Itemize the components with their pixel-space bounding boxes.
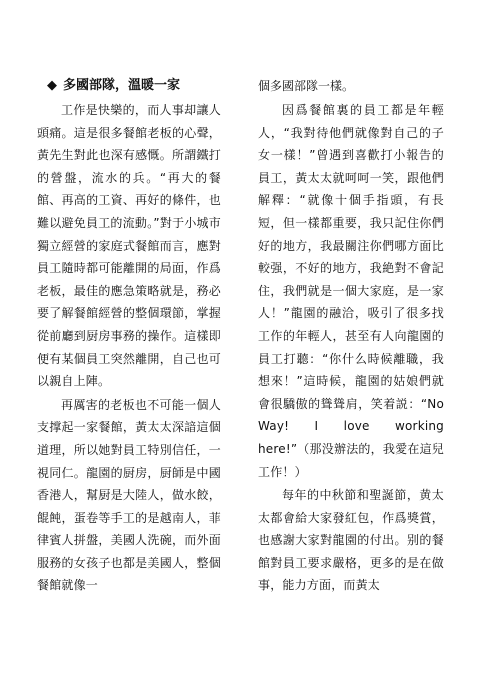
section-heading <box>37 73 221 99</box>
paragraph: 工作是快樂的，而人事却讓人頭痛。這是很多餐館老板的心聲，黃先生對此也深有感慨。所謂鐵打的營盤，流水的兵。“再大的餐館、再高的工資、再好的條件，也難以避免員工的流動。”對于小城市獨立經營的家庭式餐館而言，應對員工隨時都可能離開的局面，作爲老板，最佳的應急策略就是，務必要了解餐館經營的整個環節，掌握從前廳到厨房事務的操作。這樣即便有某個員工突然離開，自己也可以親自上陣。 <box>37 103 221 389</box>
diamond-bullet-icon: ◆ <box>47 78 57 93</box>
paragraph: 因爲餐館裏的員工都是年輕人，“我對待他們就像對自己的子女一樣！”曾遇到喜歡打小報告的員工，黃太太就呵呵一笑，跟他們解釋：“就像十個手指頭，有長短，但一樣都重要，我只記住你們好的地方，我最關注你們哪方面比較强，不好的地方，我絶對不會記住，我們就是一個大家庭，是一家人！”龍園的融洽，吸引了很多找工作的年輕人，甚至有人向龍園的員工打聽：“你什么時候離職，我想來！”這時候，龍園的姑娘們就會很驕傲的聳聳肩，笑着説：“No Way! I love working here!”（那没辦法的，我愛在這兒工作！） <box>258 103 444 479</box>
continued-text: 個多國部隊一樣。 <box>258 79 355 93</box>
continued-line <box>258 73 444 99</box>
left-column <box>37 73 221 597</box>
section-heading-text: 多國部隊，溫暖一家 <box>63 78 181 93</box>
paragraph: 再厲害的老板也不可能一個人支撑起一家餐館，黃太太深諳這個道理，所以她對員工特別信任，一視同仁。龍園的厨房，厨師是中國香港人，幫厨是大陸人，做水餃，餛飩，蛋卷等手工的是越南人，菲律賓人拼盤，美國人洗碗，而外面服務的女孩子也都是美國人，整個餐館就像一 <box>37 397 221 593</box>
right-column <box>258 73 444 597</box>
paragraph: 每年的中秋節和聖誕節，黄太太都會給大家發紅包，作爲獎賞，也感謝大家對龍園的付出。别的餐館對員工要求嚴格，更多的是在做事，能力方面，而黃太 <box>258 488 444 593</box>
